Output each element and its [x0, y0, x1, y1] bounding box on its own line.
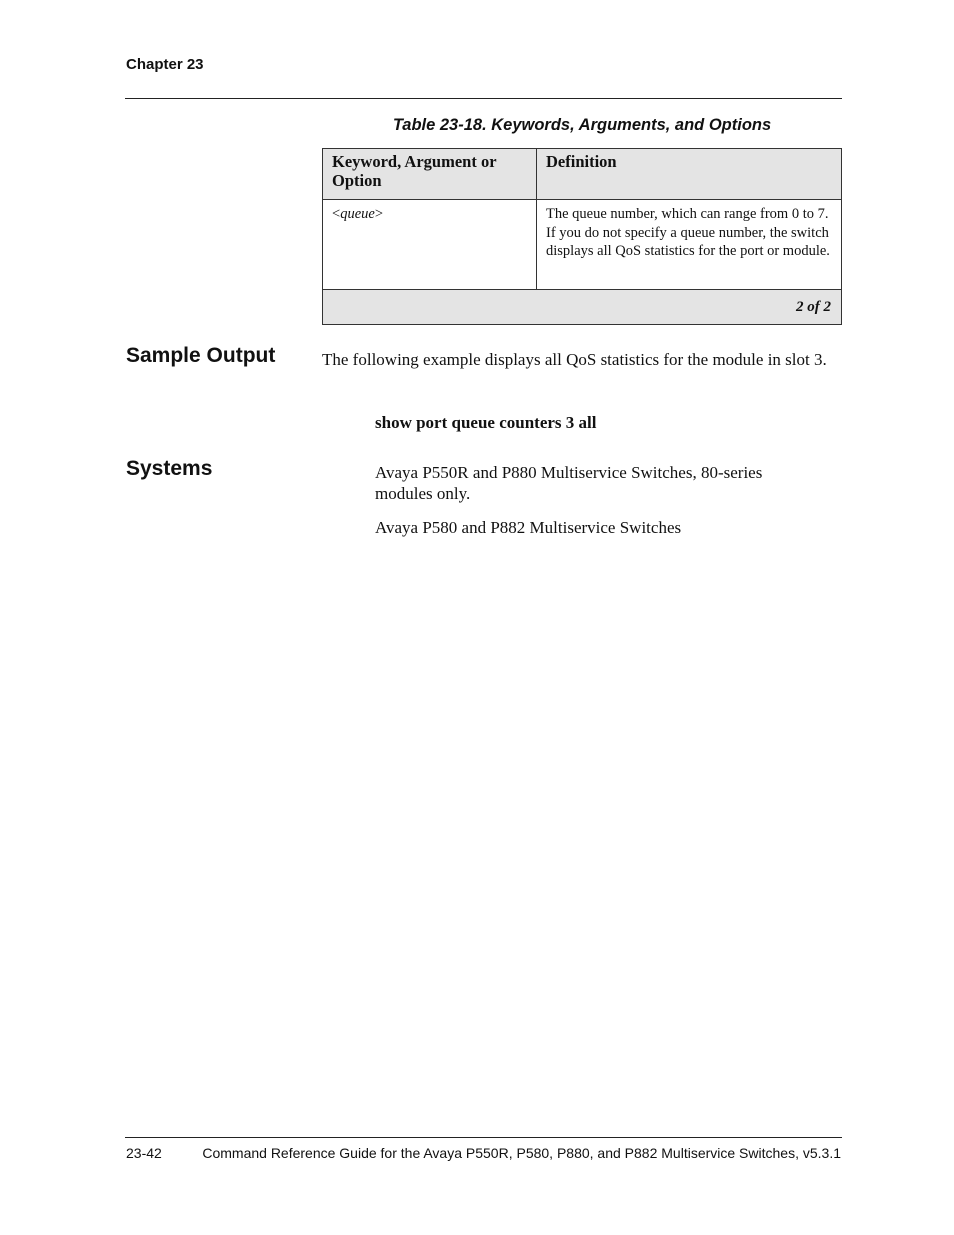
systems-heading: Systems	[126, 457, 213, 480]
keyword-name: queue	[340, 206, 375, 222]
chapter-label: Chapter 23	[126, 56, 204, 73]
sample-command: show port queue counters 3 all	[375, 413, 597, 432]
sample-output-description: The following example displays all QoS statistics for the module in slot 3.	[322, 350, 827, 369]
footer-title: Command Reference Guide for the Avaya P550R, P580, P880, and P882 Multiservice Switches, v5.3.1	[202, 1145, 841, 1161]
column-header-definition: Definition	[537, 149, 842, 200]
header-divider	[125, 98, 842, 99]
page-number: 23-42	[126, 1145, 162, 1161]
footer-divider	[125, 1137, 842, 1138]
definition-cell: The queue number, which can range from 0 to 7. If you do not specify a queue number, the switch displays all QoS statistics for the port or module.	[537, 200, 842, 290]
keyword-close-bracket: >	[374, 206, 383, 222]
systems-line-2: Avaya P580 and P882 Multiservice Switches	[375, 518, 682, 537]
keyword-open-bracket: <	[332, 206, 341, 222]
table-caption: Table 23-18. Keywords, Arguments, and Options	[392, 116, 772, 134]
keyword-cell	[323, 200, 537, 290]
table-page-indicator: 2 of 2	[323, 290, 842, 325]
table-row	[323, 200, 842, 290]
table-footer-row	[323, 290, 842, 325]
table-header-row	[323, 149, 842, 200]
column-header-keyword: Keyword, Argument or Option	[323, 149, 537, 200]
systems-line-1: Avaya P550R and P880 Multiservice Switches, 80-series modules only.	[375, 463, 763, 503]
sample-output-heading: Sample Output	[126, 344, 276, 367]
keywords-table	[322, 148, 842, 325]
